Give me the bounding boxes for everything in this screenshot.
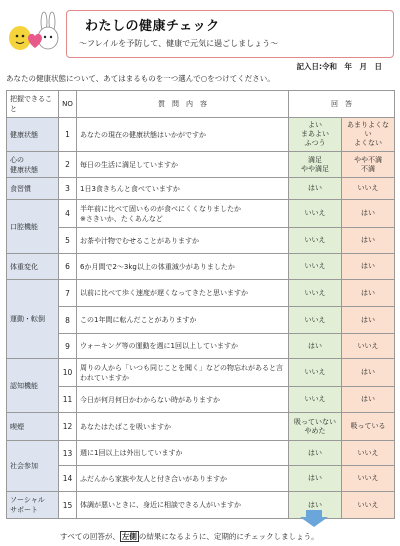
question-number: 6 <box>59 254 77 280</box>
date-field[interactable]: 記入日:令和 年 月 日 <box>296 62 382 71</box>
table-row <box>7 254 395 280</box>
answer-option-right[interactable]: いいえ <box>342 178 395 200</box>
table-row <box>7 200 395 228</box>
footer-note <box>60 531 319 542</box>
question-text: 週に1回以上は外出していますか <box>77 441 289 466</box>
answer-option-left[interactable]: いいえ <box>289 307 342 334</box>
question-number: 14 <box>59 466 77 492</box>
answer-option-right[interactable]: いいえ <box>342 441 395 466</box>
footer-pre: すべての回答が、 <box>60 532 120 541</box>
answer-option-left[interactable]: いいえ <box>289 228 342 254</box>
table-header-row <box>7 91 395 118</box>
question-number: 10 <box>59 359 77 387</box>
question-number: 2 <box>59 152 77 178</box>
answer-option-right[interactable]: いいえ <box>342 492 395 519</box>
footer-post: の結果になるように、定期的にチェックしましょう。 <box>138 532 319 541</box>
question-text: ウォーキング等の運動を週に1回以上していますか <box>77 334 289 359</box>
answer-option-left[interactable]: はい <box>289 178 342 200</box>
header-category: 把握できること <box>7 91 59 118</box>
table-row <box>7 359 395 387</box>
header-question: 質 問 内 容 <box>77 91 289 118</box>
answer-option-left[interactable]: よい まあよい ふつう <box>289 118 342 152</box>
category-cell: 口腔機能 <box>7 200 59 254</box>
answer-option-right[interactable]: いいえ <box>342 334 395 359</box>
category-cell: 体重変化 <box>7 254 59 280</box>
answer-option-right[interactable]: はい <box>342 228 395 254</box>
header-answer: 回 答 <box>289 91 395 118</box>
table-row <box>7 280 395 307</box>
header-no: NO <box>59 91 77 118</box>
answer-option-right[interactable]: やや不満 不満 <box>342 152 395 178</box>
category-cell: 運動・転倒 <box>7 280 59 359</box>
table-row <box>7 466 395 492</box>
answer-option-right[interactable]: はい <box>342 254 395 280</box>
answer-option-right[interactable]: はい <box>342 280 395 307</box>
answer-option-left[interactable]: はい <box>289 441 342 466</box>
category-cell: 心の 健康状態 <box>7 152 59 178</box>
answer-option-left[interactable]: いいえ <box>289 280 342 307</box>
answer-option-left[interactable]: はい <box>289 334 342 359</box>
question-number: 8 <box>59 307 77 334</box>
table-row <box>7 441 395 466</box>
answer-option-right[interactable]: あまりよくない よくない <box>342 118 395 152</box>
down-arrow-icon <box>300 517 328 527</box>
question-number: 5 <box>59 228 77 254</box>
category-cell: 喫煙 <box>7 413 59 441</box>
question-number: 12 <box>59 413 77 441</box>
answer-option-right[interactable]: いいえ <box>342 466 395 492</box>
table-row <box>7 334 395 359</box>
category-cell: 健康状態 <box>7 118 59 152</box>
title-box <box>66 10 394 58</box>
answer-option-right[interactable]: はい <box>342 200 395 228</box>
table-row <box>7 413 395 441</box>
question-number: 3 <box>59 178 77 200</box>
question-number: 9 <box>59 334 77 359</box>
question-number: 4 <box>59 200 77 228</box>
question-text: 毎日の生活に満足していますか <box>77 152 289 178</box>
category-cell: 社会参加 <box>7 441 59 492</box>
category-cell: 認知機能 <box>7 359 59 413</box>
table-row <box>7 307 395 334</box>
health-check-table <box>6 90 395 519</box>
question-text: 1日3食きちんと食べていますか <box>77 178 289 200</box>
header <box>4 2 396 72</box>
question-text: 周りの人から「いつも同じことを聞く」などの物忘れがあると言われていますか <box>77 359 289 387</box>
answer-option-right[interactable]: はい <box>342 387 395 413</box>
answer-option-left[interactable]: 吸っていない やめた <box>289 413 342 441</box>
question-text: お茶や汁物でむせることがありますか <box>77 228 289 254</box>
question-text: あなたの現在の健康状態はいかがですか <box>77 118 289 152</box>
table-body <box>7 118 395 519</box>
answer-option-right[interactable]: はい <box>342 307 395 334</box>
question-number: 15 <box>59 492 77 519</box>
answer-option-left[interactable]: いいえ <box>289 387 342 413</box>
question-text: この1年間に転んだことがありますか <box>77 307 289 334</box>
instruction-text: あなたの健康状態について、あてはまるものを一つ選んで○をつけてください。 <box>6 74 275 83</box>
question-number: 11 <box>59 387 77 413</box>
question-text: 半年前に比べて固いものが食べにくくなりましたか ※さきいか、たくあんなど <box>77 200 289 228</box>
answer-option-left[interactable]: はい <box>289 492 342 519</box>
answer-option-left[interactable]: いいえ <box>289 359 342 387</box>
answer-option-left[interactable]: いいえ <box>289 200 342 228</box>
answer-option-left[interactable]: いいえ <box>289 254 342 280</box>
table-row <box>7 152 395 178</box>
page-title: わたしの健康チェック <box>85 19 220 34</box>
question-number: 13 <box>59 441 77 466</box>
question-text: 以前に比べて歩く速度が遅くなってきたと思いますか <box>77 280 289 307</box>
table-row <box>7 178 395 200</box>
mascot-illustration <box>6 8 60 58</box>
answer-option-left[interactable]: 満足 やや満足 <box>289 152 342 178</box>
table-row <box>7 118 395 152</box>
page-subtitle: 〜フレイルを予防して、健康で元気に過ごしましょう〜 <box>79 39 279 48</box>
question-text: 6か月間で2〜3kg以上の体重減少がありましたか <box>77 254 289 280</box>
question-text: あなたはたばこを吸いますか <box>77 413 289 441</box>
answer-option-right[interactable]: はい <box>342 359 395 387</box>
question-text: 今日が何月何日かわからない時がありますか <box>77 387 289 413</box>
table-row <box>7 387 395 413</box>
question-text: ふだんから家族や友人と付き合いがありますか <box>77 466 289 492</box>
category-cell: ソーシャル サポート <box>7 492 59 519</box>
question-number: 7 <box>59 280 77 307</box>
footer-boxed: 左側 <box>121 532 137 541</box>
category-cell: 食習慣 <box>7 178 59 200</box>
table-row <box>7 228 395 254</box>
question-number: 1 <box>59 118 77 152</box>
table-row <box>7 492 395 519</box>
answer-option-right[interactable]: 吸っている <box>342 413 395 441</box>
question-text: 体調が悪いときに、身近に相談できる人がいますか <box>77 492 289 519</box>
answer-option-left[interactable]: はい <box>289 466 342 492</box>
